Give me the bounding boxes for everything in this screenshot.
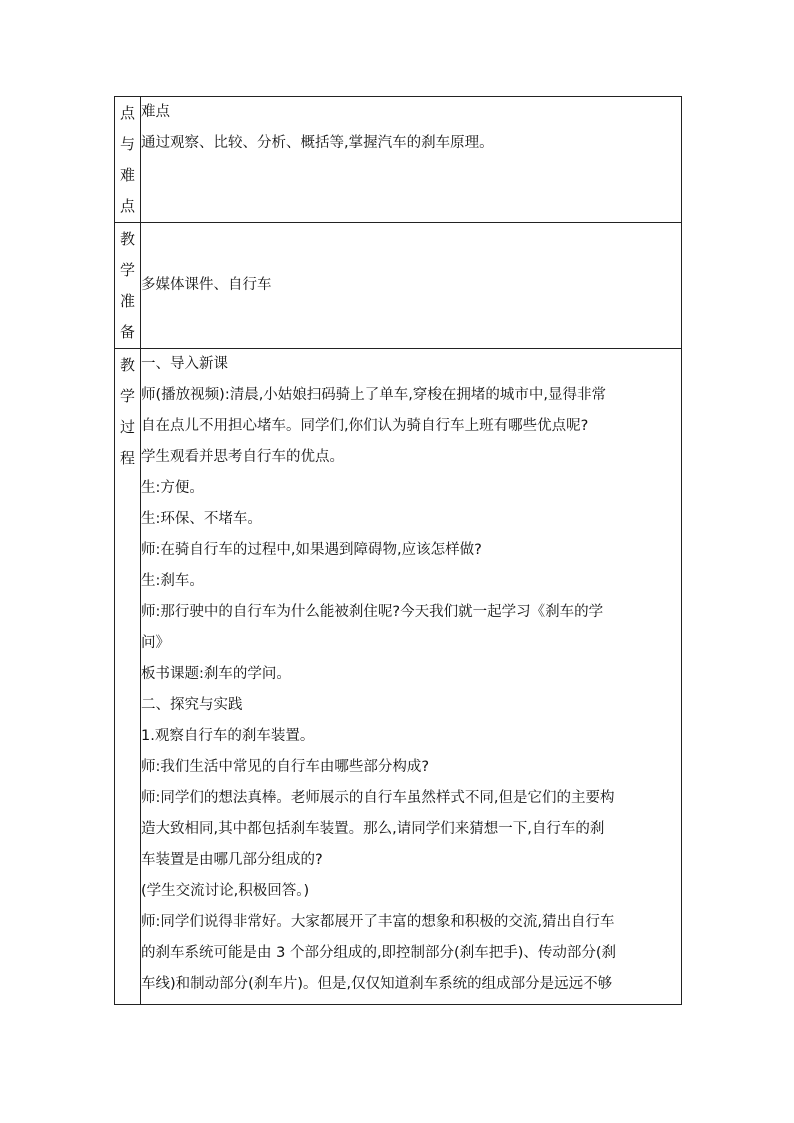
text-line: 师:同学们的想法真棒。老师展示的自行车虽然样式不同,但是它们的主要构 bbox=[141, 790, 615, 806]
text-line: 多媒体课件、自行车 bbox=[141, 277, 272, 293]
label-char: 学 bbox=[119, 261, 135, 279]
lesson-plan-table bbox=[114, 96, 682, 1005]
label-char: 学 bbox=[119, 387, 135, 405]
row-label-teaching-preparation bbox=[115, 223, 141, 349]
label-char: 程 bbox=[119, 449, 135, 467]
label-char: 教 bbox=[119, 230, 135, 248]
text-line: 的刹车系统可能是由 3 个部分组成的,即控制部分(刹车把手)、传动部分(刹 bbox=[141, 945, 617, 961]
row-label-teaching-process bbox=[115, 349, 141, 1005]
text-line: 车线)和制动部分(刹车片)。但是,仅仅知道刹车系统的组成部分是远远不够 bbox=[141, 976, 613, 992]
label-char: 准 bbox=[119, 292, 135, 310]
text-line: 师:在骑自行车的过程中,如果遇到障碍物,应该怎样做? bbox=[141, 542, 482, 558]
label-char: 难 bbox=[119, 166, 135, 184]
text-line: 1.观察自行车的刹车装置。 bbox=[141, 728, 315, 744]
text-line: 师:那行驶中的自行车为什么能被刹住呢?今天我们就一起学习《刹车的学 bbox=[141, 604, 604, 620]
label-char: 教 bbox=[119, 356, 135, 374]
text-line: 师(播放视频):清晨,小姑娘扫码骑上了单车,穿梭在拥堵的城市中,显得非常 bbox=[141, 387, 607, 403]
text-line: 师:我们生活中常见的自行车由哪些部分构成? bbox=[141, 759, 430, 775]
table-row-key-difficult-points bbox=[115, 97, 682, 223]
label-char: 点 bbox=[119, 197, 135, 215]
row-content-teaching-preparation bbox=[141, 223, 682, 349]
label-char: 与 bbox=[119, 135, 135, 153]
label-char: 备 bbox=[119, 323, 135, 341]
text-line: 板书课题:刹车的学问。 bbox=[141, 666, 291, 682]
label-char: 点 bbox=[119, 104, 135, 122]
label-char: 过 bbox=[119, 418, 135, 436]
text-line: 学生观看并思考自行车的优点。 bbox=[141, 449, 344, 465]
text-line: 生:刹车。 bbox=[141, 573, 204, 589]
text-line: 难点 bbox=[141, 104, 170, 120]
text-line: 问》 bbox=[141, 635, 170, 651]
text-line: 通过观察、比较、分析、概括等,掌握汽车的刹车原理。 bbox=[141, 135, 494, 151]
row-label-key-difficult-points bbox=[115, 97, 141, 223]
row-content-key-difficult-points bbox=[141, 97, 682, 223]
text-line: 车装置是由哪几部分组成的? bbox=[141, 852, 323, 868]
text-line: 一、导入新课 bbox=[141, 356, 228, 372]
text-line: 二、探究与实践 bbox=[141, 697, 243, 713]
row-content-teaching-process bbox=[141, 349, 682, 1005]
text-line: 自在点儿不用担心堵车。同学们,你们认为骑自行车上班有哪些优点呢? bbox=[141, 418, 589, 434]
table-row-teaching-process bbox=[115, 349, 682, 1005]
text-line: 生:方便。 bbox=[141, 480, 204, 496]
text-line: 造大致相同,其中都包括刹车装置。那么,请同学们来猜想一下,自行车的刹 bbox=[141, 821, 605, 837]
text-line: 师:同学们说得非常好。大家都展开了丰富的想象和积极的交流,猜出自行车 bbox=[141, 914, 615, 930]
text-line: (学生交流讨论,积极回答。) bbox=[141, 883, 310, 899]
table-row-teaching-preparation bbox=[115, 223, 682, 349]
text-line: 生:环保、不堵车。 bbox=[141, 511, 262, 527]
